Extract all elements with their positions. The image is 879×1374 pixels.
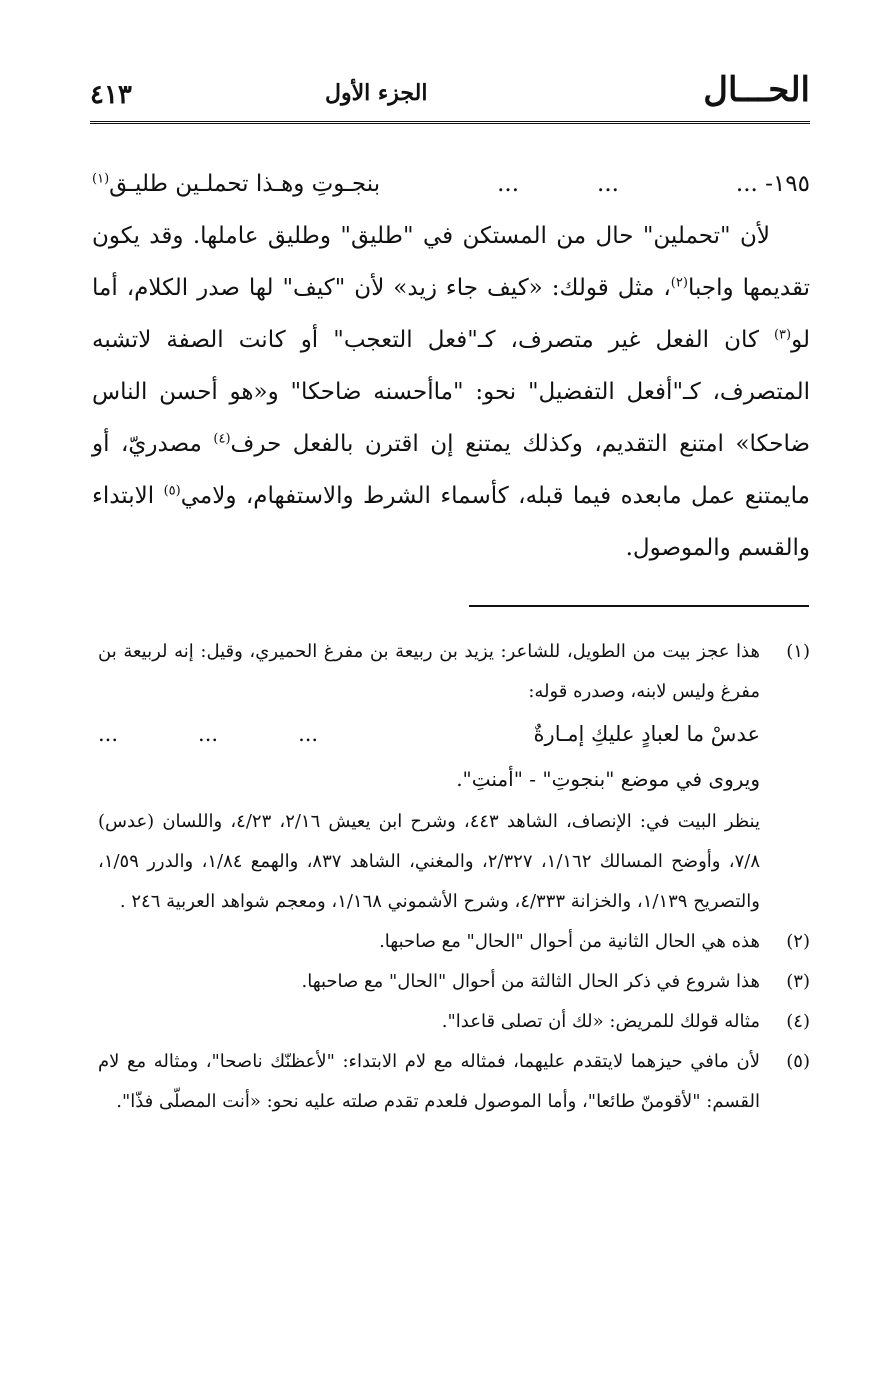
footnote-text: مثاله قولك للمريض: «لك أن تصلى قاعدا".	[441, 1011, 760, 1032]
footnote-text: هذا عجز بيت من الطويل، للشاعر: يزيد بن ربيعة بن مفرغ الحميري، وقيل: إنه لربيعة بن مفرغ وليس لابنه، وصدره قوله:	[98, 641, 760, 702]
footnote-separator	[469, 605, 809, 607]
footnote-ref: (٣)	[773, 327, 792, 343]
verse-ellipsis	[497, 158, 619, 210]
footnote-text: لأن مافي حيزهما لايتقدم عليهما، فمثاله مع لام الابتداء: "لأعظنّك ناصحا"، ومثاله مع لام القسم: "لأقومنّ طائعا"، وأما الموصول فلعدم تقدم صلته عليه نحو: «أنت المصلّى فذّا".	[98, 1051, 760, 1112]
footnotes	[98, 632, 810, 1122]
running-header	[90, 62, 810, 124]
footnote-number: (٤)	[786, 1011, 810, 1032]
footnote-text: هذا شروع في ذكر الحال الثالثة من أحوال "الحال" مع صاحبها.	[301, 971, 760, 992]
footnote-references: ينظر البيت في: الإنصاف، الشاهد ٤٤٣، وشرح ابن يعيش ٢/١٦، ٤/٢٣، واللسان (عدس) ٧/٨، وأوضح المسالك ١/١٦٢، ٢/٣٢٧، والمغني، الشاهد ٨٣٧، والهمع ١/٨٤، والدرر ١/٥٩، والتصريح ١/١٣٩، والخزانة ٤/٣٣٣، وشرح الأشموني ١/١٦٨، ومعجم شواهد العربية ٢٤٦ .	[98, 811, 761, 912]
poem-hemistich: عدسْ ما لعبادٍ عليكِ إمـارةٌ	[533, 722, 760, 746]
footnote-text: هذه هي الحال الثانية من أحوال "الحال" مع صاحبها.	[379, 931, 760, 952]
verse-dots: ...	[597, 171, 619, 197]
page-number: ٤١٣	[90, 80, 132, 110]
body-paragraph: لأن "تحملين" حال من المستكن في "طليق" وطليق عاملها. وقد يكون تقديمها واجبا$^{(٢)}$، مثل قولك: «كيف جاء زيد» لأن "كيف" لها صدر الكلام، أما لو$^{(٣)}$ كان الفعل غير متصرف، كـ"فعل التعجب" أو كانت الصفة لاتشبه المتصرف، كـ"أفعل التفضيل" نحو: "ماأحسنه ضاحكا" و«هو أحسن الناس ضاحكا» امتنع التقديم، وكذلك يمتنع إن اقترن بالفعل حرف$^{(٤)}$ مصدريّ، أو مايمتنع عمل مابعده فيما قبله، كأسماء الشرط والاستفهام، ولامي$^{(٥)}$ الابتداء والقسم والموصول.	[92, 223, 810, 561]
footnote-ref: (٢)	[670, 275, 688, 291]
footnote-number: (١)	[786, 641, 810, 662]
footnote-2	[98, 922, 810, 962]
verse-dots: ...	[497, 171, 520, 197]
footnote-number: (٣)	[786, 971, 810, 992]
footnote-3	[98, 962, 810, 1002]
header-rule	[90, 121, 810, 124]
footnote-ref: (٥)	[163, 483, 181, 499]
footnote-5	[98, 1042, 810, 1122]
footnote-ref: (٤)	[213, 431, 231, 447]
main-text	[92, 158, 810, 574]
verse-line	[92, 158, 810, 210]
footnote-variant: ويروى في موضع "بنجوتِ" - "أمنتِ".	[456, 767, 760, 791]
footnote-number: (٥)	[786, 1051, 810, 1072]
part-label: الجزء الأول	[325, 80, 428, 106]
poem-line: عدسْ ما لعبادٍ عليكِ إمـارةٌ ... ... ...	[98, 712, 760, 756]
footnote-ref: (١)	[92, 171, 110, 187]
chapter-title: الحـــال	[703, 70, 810, 110]
verse-hemistich: بنجـوتِ وهـذا تحملـين طليـق$^{(١)}$	[92, 171, 381, 197]
footnote-4	[98, 1002, 810, 1042]
footnote-1	[98, 632, 810, 922]
verse-number: ١٩٥- ...	[735, 171, 810, 197]
footnote-number: (٢)	[786, 931, 810, 952]
